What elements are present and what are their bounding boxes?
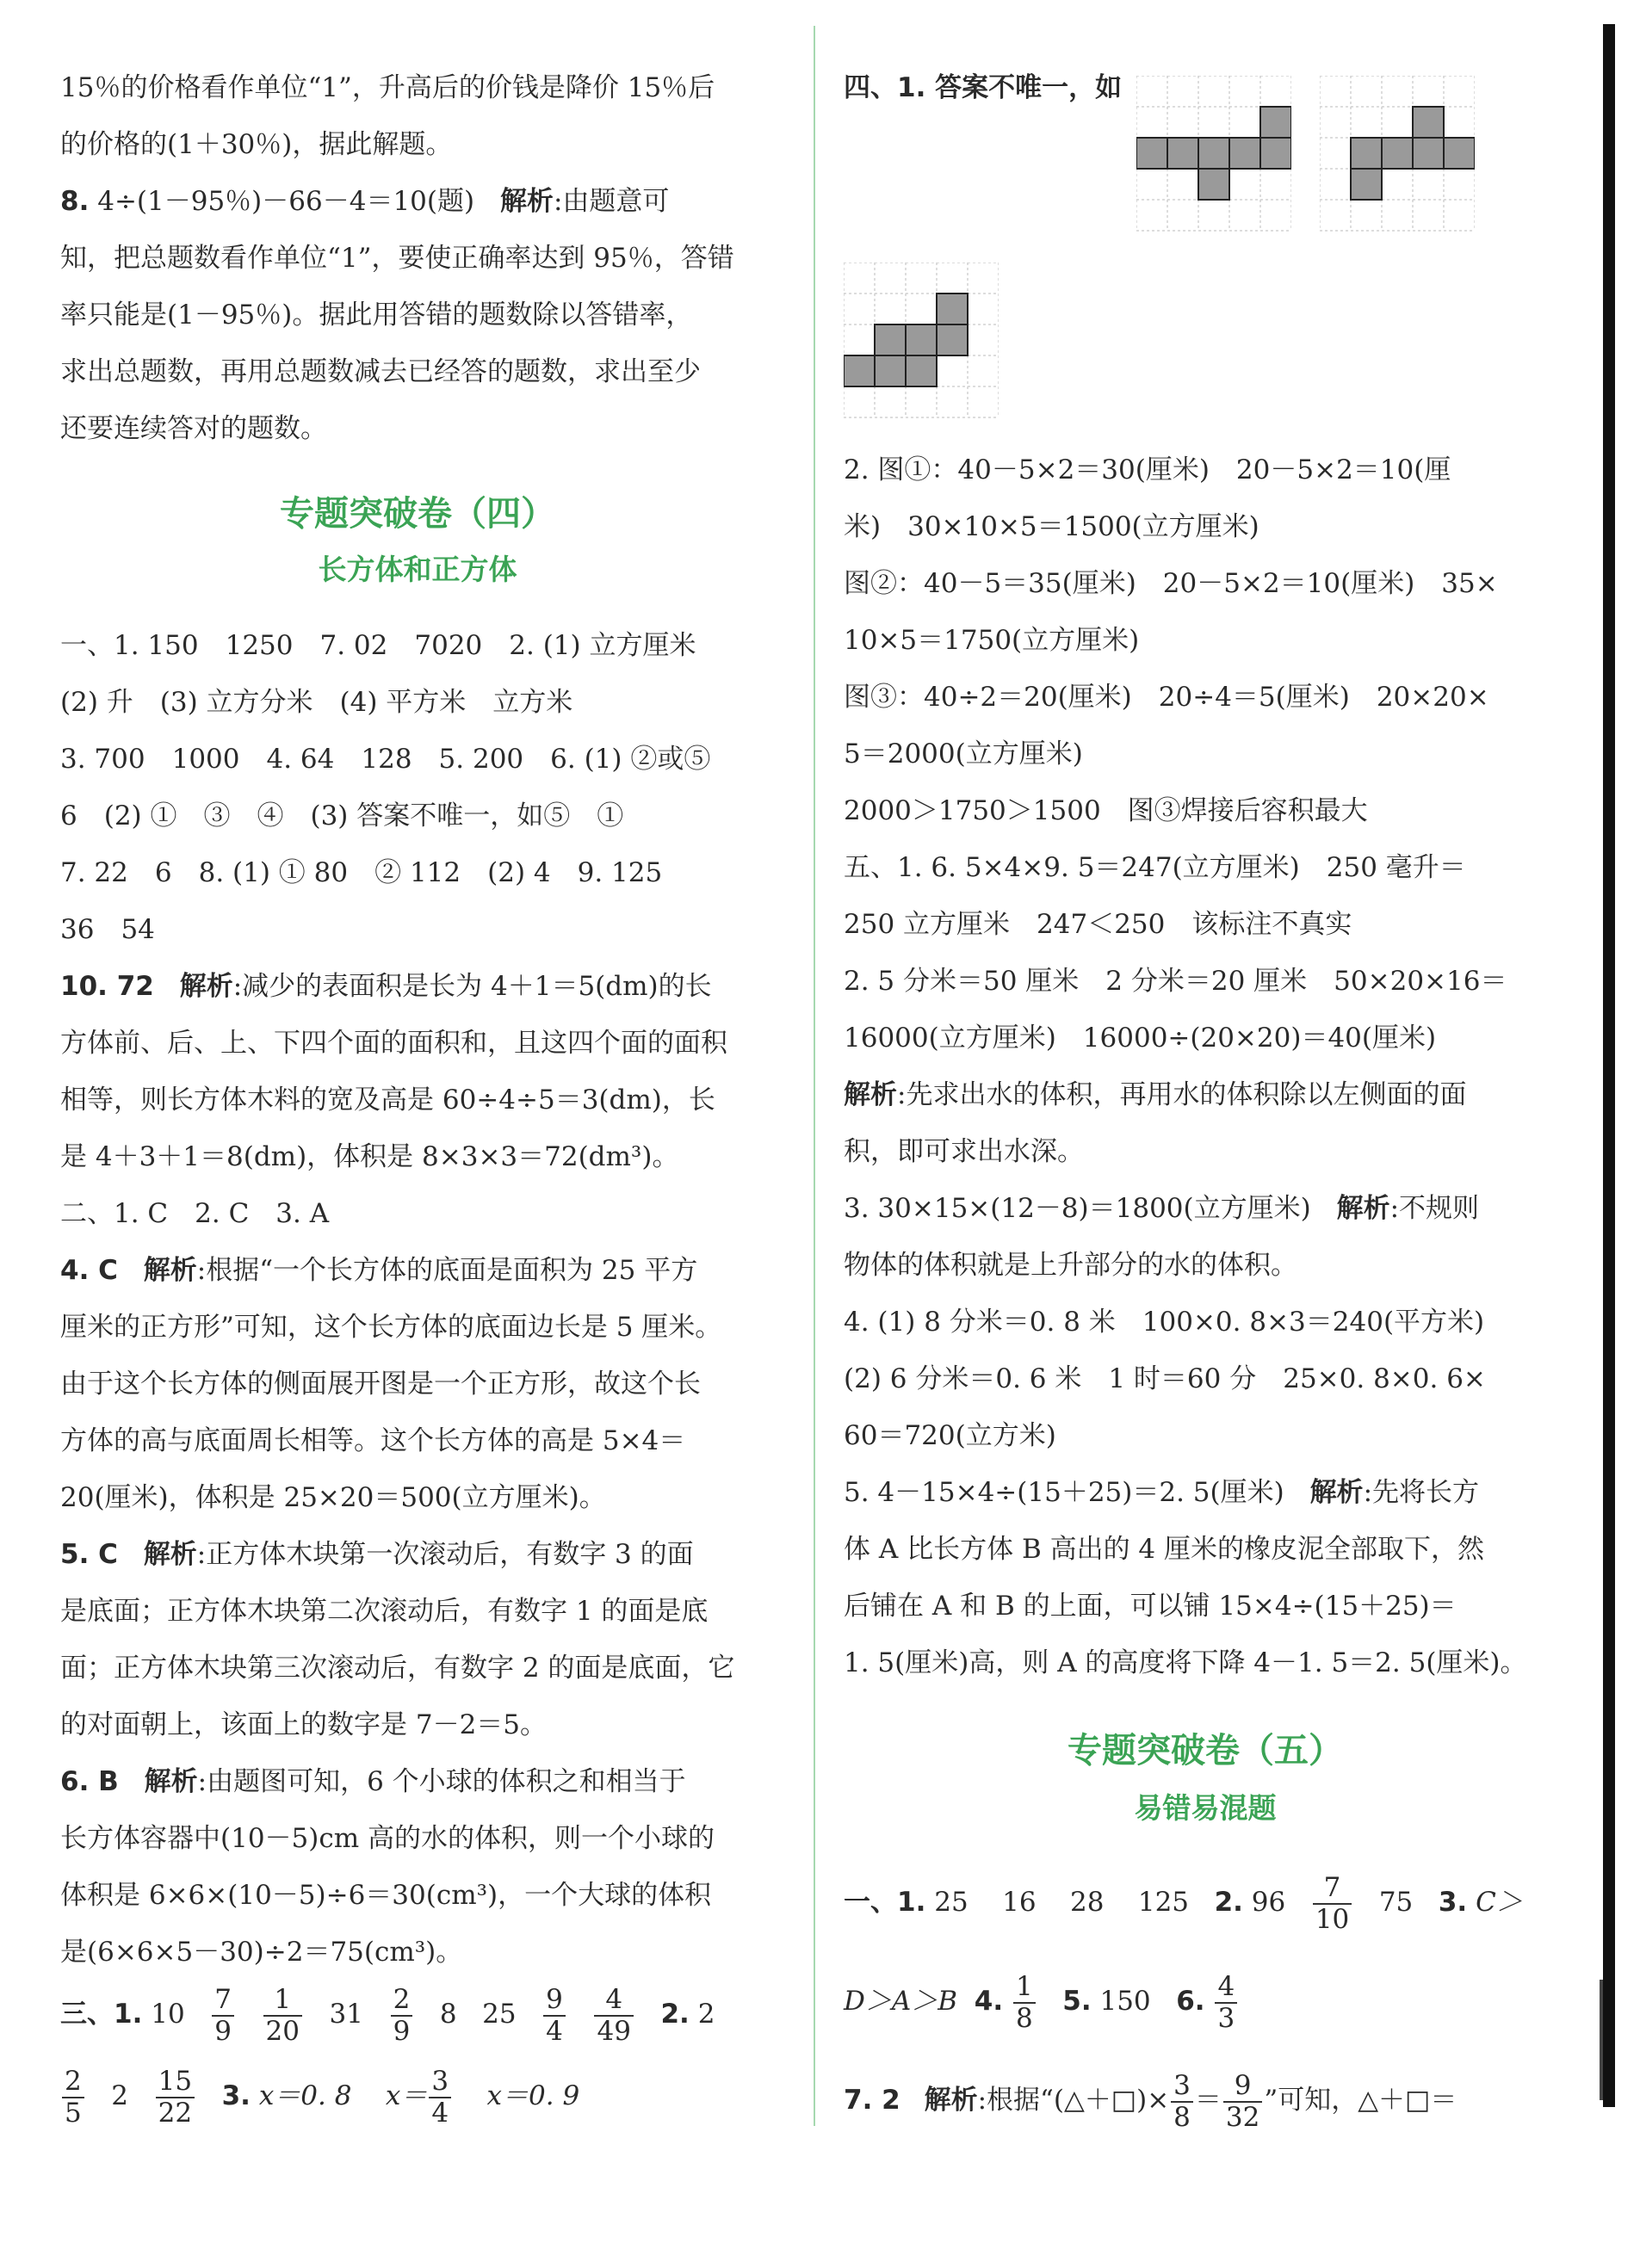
fraction: $\frac{1}{20}$: [263, 1985, 302, 2045]
part5-line: 2. 5 分米＝50 厘米 2 分米＝20 厘米 50×20×16＝: [844, 966, 1507, 997]
text-line: 方体前、后、上、下四个面的面积和，且这四个面的面积: [60, 1028, 727, 1059]
net-figure-3: [844, 263, 999, 419]
q10-line: 10. 72 解析:减少的表面积是长为 4＋1＝5(dm)的长: [60, 971, 712, 1002]
text-line: 由于这个长方体的侧面展开图是一个正方形，故这个长: [60, 1369, 701, 1400]
q4-line: 4. (1) 8 分米＝0. 8 米 100×0. 8×3＝240(平方米): [844, 1307, 1485, 1338]
part3-line2: $\frac{2}{5}$ 2 $\frac{15}{22}$ 3. x＝0. 8 x＝ $\frac{3}{4}$ x＝0. 9: [60, 2061, 579, 2130]
answer-line: 一、1. 150 1250 7. 02 7020 2. (1) 立方厘米: [60, 630, 696, 661]
q5-line: 5. 4－15×4÷(15＋25)＝2. 5(厘米) 解析:先将长方: [844, 1477, 1480, 1508]
net-figure-2: [1320, 76, 1475, 232]
text-line: 积，即可求出水深。: [844, 1136, 1084, 1167]
part5-line: 250 立方厘米 247＜250 该标注不真实: [844, 909, 1352, 940]
fraction: $\frac{9}{32}$: [1223, 2071, 1262, 2131]
text-line: 物体的体积就是上升部分的水的体积。: [844, 1250, 1297, 1281]
s5-line3: 7. 2 解析:根据“(△＋□)× $\frac{3}{8}$ ＝ $\frac{9}{32}$ ”可知，△＋□＝: [844, 2070, 1457, 2133]
text-line: 后铺在 A 和 B 的上面，可以铺 15×4÷(15＋25)＝: [844, 1591, 1457, 1622]
text-line: 知，把总题数看作单位“1”，要使正确率达到 95％，答错: [60, 243, 734, 274]
part2-head: 二、1. C 2. C 3. A: [60, 1198, 330, 1229]
text-line: 还要连续答对的题数。: [60, 413, 327, 444]
fraction: $\frac{9}{4}$: [543, 1985, 566, 2045]
text-line: 是底面；正方体木块第二次滚动后，有数字 1 的面是底: [60, 1596, 709, 1627]
section-5-subtitle: 易错易混题: [1134, 1791, 1277, 1825]
q2-line: 米) 30×10×5＝1500(立方厘米): [844, 511, 1259, 542]
answer-line: 7. 22 6 8. (1) ① 80 ② 112 (2) 4 9. 125: [60, 857, 663, 888]
fraction: $\frac{7}{9}$: [212, 1985, 234, 2045]
text-line: 求出总题数，再用总题数减去已经答的题数，求出至少: [60, 356, 701, 387]
text-line: 是(6×6×5－30)÷2＝75(cm³)。: [60, 1937, 463, 1968]
q2-analysis-line: 解析:先求出水的体积，再用水的体积除以左侧面的面: [844, 1079, 1467, 1110]
answer-line: 6 (2) ① ③ ④ (3) 答案不唯一，如⑤ ①: [60, 800, 624, 831]
fraction: $\frac{1}{8}$: [1013, 1972, 1036, 2032]
q6-line: 6. B 解析:由题图可知，6 个小球的体积之和相当于: [60, 1766, 686, 1797]
text-line: 是 4＋3＋1＝8(dm)，体积是 8×3×3＝72(dm³)。: [60, 1141, 679, 1172]
text-line: 的对面朝上，该面上的数字是 7－2＝5。: [60, 1709, 548, 1740]
column-divider: [814, 26, 815, 2126]
text-line: 体 A 比长方体 B 高出的 4 厘米的橡皮泥全部取下，然: [844, 1534, 1485, 1565]
s5-line2: D＞A＞B 4. $\frac{1}{8}$ 5. 150 6. $\frac{4}{3}$: [844, 1967, 1239, 2036]
fraction: $\frac{3}{4}$: [429, 2067, 451, 2127]
q3-line: 3. 30×15×(12－8)＝1800(立方厘米) 解析:不规则: [844, 1193, 1480, 1224]
text-line: 面；正方体木块第三次滚动后，有数字 2 的面是底面，它: [60, 1653, 735, 1684]
section-5-title: 专题突破卷（五）: [1068, 1731, 1343, 1771]
fraction: $\frac{4}{3}$: [1215, 1972, 1237, 2032]
text-line: 20(厘米)，体积是 25×20＝500(立方厘米)。: [60, 1482, 606, 1513]
fraction: $\frac{4}{49}$: [594, 1985, 633, 2045]
q2-line: 10×5＝1750(立方厘米): [844, 625, 1140, 656]
page-edge-mark: [1600, 1980, 1603, 2100]
q2-line: 2. 图①：40－5×2＝30(厘米) 20－5×2＝10(厘: [844, 454, 1451, 485]
section-4-title: 专题突破卷（四）: [280, 494, 555, 534]
q2-line: 图③：40÷2＝20(厘米) 20÷4＝5(厘米) 20×20×: [844, 682, 1489, 713]
q4-line: 4. C 解析:根据“一个长方体的底面是面积为 25 平方: [60, 1255, 698, 1286]
text-line: 方体的高与底面周长相等。这个长方体的高是 5×4＝: [60, 1425, 686, 1456]
part5-line: 16000(立方厘米) 16000÷(20×20)＝40(厘米): [844, 1023, 1437, 1054]
fraction: $\frac{3}{8}$: [1171, 2071, 1193, 2131]
fraction: $\frac{7}{10}$: [1313, 1873, 1352, 1933]
answer-line: 36 54: [60, 914, 155, 945]
text-line: 1. 5(厘米)高，则 A 的高度将下降 4－1. 5＝2. 5(厘米)。: [844, 1647, 1527, 1678]
fraction: $\frac{2}{9}$: [391, 1985, 413, 2045]
text-line: 体积是 6×6×(10－5)÷6＝30(cm³)，一个大球的体积: [60, 1880, 712, 1911]
part5-line: 五、1. 6. 5×4×9. 5＝247(立方厘米) 250 毫升＝: [844, 852, 1466, 883]
text-line: 相等，则长方体木料的宽及高是 60÷4÷5＝3(dm)，长: [60, 1085, 715, 1115]
q4-line: 60＝720(立方米): [844, 1420, 1056, 1451]
q2-line: 图②：40－5＝35(厘米) 20－5×2＝10(厘米) 35×: [844, 568, 1498, 599]
q2-line: 2000＞1750＞1500 图③焊接后容积最大: [844, 795, 1368, 826]
text-line: 长方体容器中(10－5)cm 高的水的体积，则一个小球的: [60, 1823, 715, 1854]
answer-line: 3. 700 1000 4. 64 128 5. 200 6. (1) ②或⑤: [60, 744, 711, 775]
part4-head: 四、1. 答案不唯一，如: [844, 72, 1123, 103]
fraction: $\frac{15}{22}$: [156, 2067, 195, 2127]
text-line: 的价格的(1＋30％)，据此解题。: [60, 129, 453, 160]
net-figure-1: [1136, 76, 1291, 232]
part3-line1: 三、1. 10 $\frac{7}{9}$ $\frac{1}{20}$ 31 $\frac{2}{9}$ 8 25 $\frac{9}{4}$ $\frac{4}{49}$ 2. 2: [60, 1984, 715, 2047]
fraction: $\frac{2}{5}$: [62, 2067, 84, 2127]
section-4-subtitle: 长方体和正方体: [318, 553, 517, 586]
text-line: 率只能是(1－95％)。据此用答错的题数除以答错率，: [60, 300, 693, 331]
q2-line: 5＝2000(立方厘米): [844, 738, 1083, 769]
q8-line: 8. 4÷(1－95％)－66－4＝10(题) 解析:由题意可: [60, 186, 670, 217]
text-line: 15％的价格看作单位“1”，升高后的价钱是降价 15％后: [60, 72, 715, 103]
page-edge-shadow: [1603, 24, 1615, 2107]
q5-line: 5. C 解析:正方体木块第一次滚动后，有数字 3 的面: [60, 1539, 694, 1570]
q4-line: (2) 6 分米＝0. 6 米 1 时＝60 分 25×0. 8×0. 6×: [844, 1363, 1486, 1394]
s5-line1: 一、1. 25 16 28 125 2. 96 $\frac{7}{10}$ 75 3. C＞: [844, 1872, 1523, 1935]
answer-line: (2) 升 (3) 立方分米 (4) 平方米 立方米: [60, 687, 573, 718]
text-line: 厘米的正方形”可知，这个长方体的底面边长是 5 厘米。: [60, 1312, 722, 1343]
